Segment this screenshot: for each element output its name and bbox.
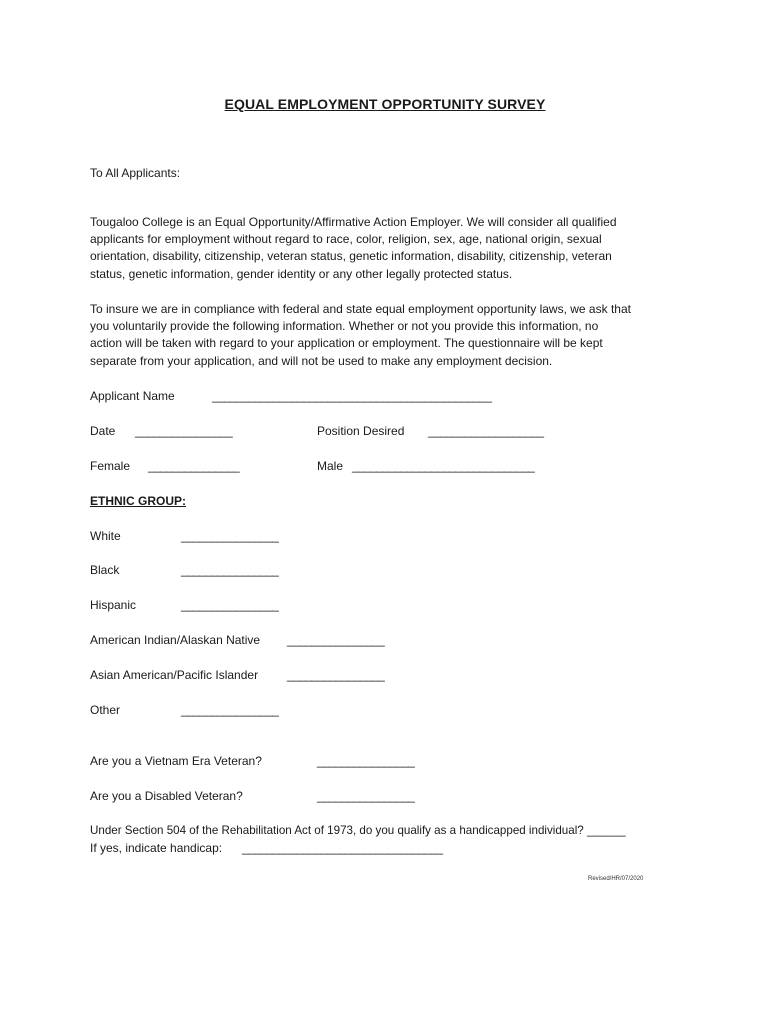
applicant-name-label: Applicant Name [90,389,175,403]
hispanic-field[interactable]: ________________ [181,598,279,612]
white-label: White [90,529,121,543]
paragraph-line: orientation, disability, citizenship, veteran status, genetic information, disability, citizenship, veteran [90,249,612,264]
disabled-veteran-label: Are you a Disabled Veteran? [90,789,243,803]
paragraph-line: you voluntarily provide the following information. Whether or not you provide this information, no [90,319,599,334]
vietnam-veteran-field[interactable]: ________________ [317,754,415,768]
salutation: To All Applicants: [90,166,181,180]
position-desired-field[interactable]: ___________________ [428,424,544,438]
paragraph-line: separate from your application, and will not be used to make any employment decision. [90,353,553,368]
black-field[interactable]: ________________ [181,563,279,577]
ethnic-group-heading: ETHNIC GROUP: [90,494,186,508]
paragraph-line: applicants for employment without regard to race, color, religion, sex, age, national origin, sexual [90,232,602,247]
indicate-handicap-field[interactable]: _________________________________ [242,841,443,855]
vietnam-veteran-label: Are you a Vietnam Era Veteran? [90,754,262,768]
american-indian-field[interactable]: ________________ [287,633,385,647]
position-desired-label: Position Desired [317,424,405,438]
black-label: Black [90,563,120,577]
asian-american-field[interactable]: ________________ [287,668,385,682]
date-label: Date [90,424,116,438]
hispanic-label: Hispanic [90,598,137,612]
male-label: Male [317,459,344,473]
other-label: Other [90,703,121,717]
female-label: Female [90,459,131,473]
male-field[interactable]: ______________________________ [352,459,535,473]
disabled-veteran-field[interactable]: ________________ [317,789,415,803]
indicate-handicap-label: If yes, indicate handicap: [90,841,223,855]
paragraph-compliance [90,301,680,370]
date-field[interactable]: ________________ [135,424,233,438]
paragraph-line: action will be taken with regard to your application or employment. The questionnaire will be kept [90,336,603,351]
paragraph-line: To insure we are in compliance with federal and state equal employment opportunity laws, we ask that [90,302,631,316]
paragraph-line: status, genetic information, gender identity or any other legally protected status. [90,266,513,281]
revision-note: Revised/HR/07/2020 [588,876,644,882]
paragraph-line: Tougaloo College is an Equal Opportunity/Affirmative Action Employer. We will consider all qualified [90,215,617,229]
white-field[interactable]: ________________ [181,529,279,543]
page-title: EQUAL EMPLOYMENT OPPORTUNITY SURVEY [224,96,546,112]
american-indian-label: American Indian/Alaskan Native [90,633,261,647]
section-504-question: Under Section 504 of the Rehabilitation Act of 1973, do you qualify as a handicapped individual? ______ [90,824,626,837]
female-field[interactable]: _______________ [148,459,240,473]
paragraph-eeo-statement [90,214,680,283]
asian-american-label: Asian American/Pacific Islander [90,668,259,682]
other-field[interactable]: ________________ [181,703,279,717]
applicant-name-field[interactable]: ______________________________________________ [212,389,492,403]
